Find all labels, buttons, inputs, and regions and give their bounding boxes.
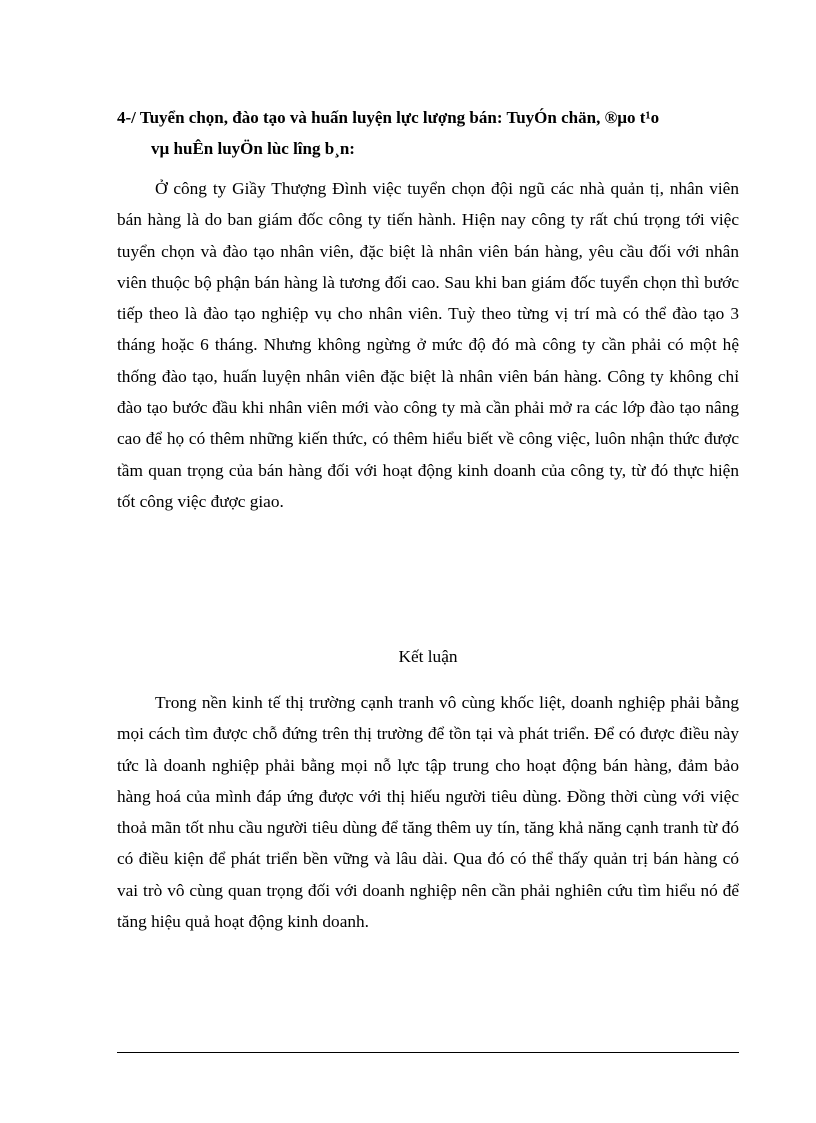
section-heading-line1: 4-/ Tuyển chọn, đào tạo và huấn luyện lực lượng bán: TuyÓn chän, ®µo t¹o [117, 108, 660, 127]
section-heading [117, 102, 747, 164]
section-heading-line2: vµ huÊn luyÖn lùc lîng b¸n: [151, 139, 355, 158]
conclusion-title: Kết luận [398, 647, 458, 666]
conclusion-paragraph: Trong nền kinh tế thị trường cạnh tranh vô cùng khốc liệt, doanh nghiệp phải bằng mọi cách tìm được chỗ đứng trên thị trường để tồn tại và phát triển. Để có được điều này tức là doanh nghiệp phải bằng mọi nỗ lực tập trung cho hoạt động bán hàng, đảm bảo hàng hoá của mình đáp ứng được với thị hiếu người tiêu dùng. Đồng thời cùng với việc thoả mãn tốt nhu cầu người tiêu dùng để tăng thêm uy tín, tăng khả năng cạnh tranh từ đó có điều kiện để phát triển bền vững và lâu dài. Qua đó có thể thấy quản trị bán hàng có vai trò vô cùng quan trọng đối với doanh nghiệp nên cần phải nghiên cứu tìm hiểu nó để tăng hiệu quả hoạt động kinh doanh. [117, 693, 739, 932]
section-paragraph: Ở công ty Giầy Thượng Đình việc tuyển chọn đội ngũ các nhà quản tị, nhân viên bán hàng là do ban giám đốc công ty tiến hành. Hiện nay công ty rất chú trọng tới việc tuyển chọn và đào tạo nhân viên, đặc biệt là nhân viên bán hàng, yêu cầu đối với nhân viên thuộc bộ phận bán hàng là tương đối cao. Sau khi ban giám đốc tuyển chọn thì bước tiếp theo là đào tạo nghiệp vụ cho nhân viên. Tuỳ theo từng vị trí mà có thể đào tạo 3 tháng hoặc 6 tháng. Nhưng không ngừng ở mức độ đó mà công ty cần phải có một hệ thống đào tạo, huấn luyện nhân viên đặc biệt là nhân viên bán hàng. Công ty không chỉ đào tạo bước đầu khi nhân viên mới vào công ty mà cần phải mở ra các lớp đào tạo nâng cao để họ có thêm những kiến thức, có thêm hiểu biết về công việc, luôn nhận thức được tầm quan trọng của bán hàng đối với hoạt động kinh doanh của công ty, từ đó thực hiện tốt công việc được giao. [117, 179, 739, 511]
footer-divider [117, 1052, 739, 1053]
